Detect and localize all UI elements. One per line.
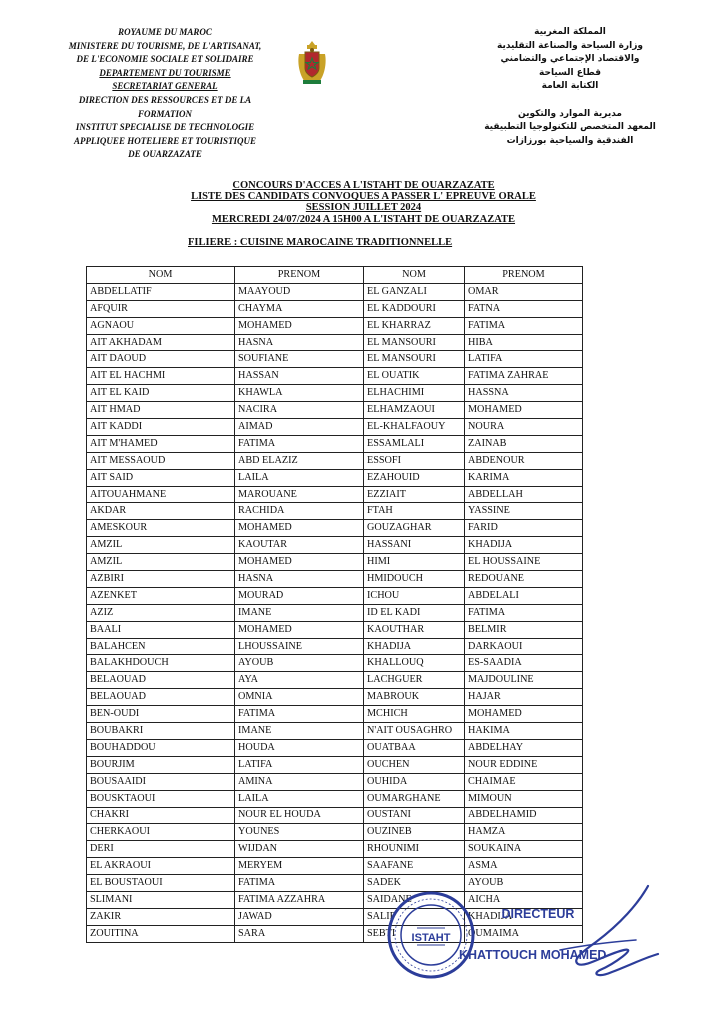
institute-stamp — [386, 890, 476, 980]
header-nom-1: NOM — [87, 267, 235, 284]
cell-prenom-1: WIJDAN — [235, 841, 364, 858]
cell-nom-1: BEN-OUDI — [87, 706, 235, 723]
cell-nom-2: EZAHOUID — [364, 469, 465, 486]
cell-prenom-2: FARID — [465, 520, 583, 537]
cell-prenom-2: LATIFA — [465, 351, 583, 368]
table-row — [87, 858, 583, 875]
cell-prenom-2: KHADIJA — [465, 908, 583, 925]
cell-nom-1: AGNAOU — [87, 317, 235, 334]
cell-nom-2: HIMI — [364, 554, 465, 571]
cell-prenom-2: HAMZA — [465, 824, 583, 841]
table-row — [87, 571, 583, 588]
cell-prenom-2: FATNA — [465, 300, 583, 317]
cell-prenom-2: CHAIMAE — [465, 773, 583, 790]
header-nom-2: NOM — [364, 267, 465, 284]
cell-prenom-1: RACHIDA — [235, 503, 364, 520]
cell-nom-2: EL KHARRAZ — [364, 317, 465, 334]
table-header-row — [87, 267, 583, 284]
cell-prenom-1: HASNA — [235, 571, 364, 588]
title-date: MERCREDI 24/07/2024 A 15H00 A L'ISTAHT DE OUARZAZATE — [211, 213, 516, 225]
cell-prenom-1: HASSAN — [235, 368, 364, 385]
cell-nom-1: BOUSAAIDI — [87, 773, 235, 790]
cell-prenom-2: YASSINE — [465, 503, 583, 520]
table-row — [87, 351, 583, 368]
cell-nom-1: BOUBAKRI — [87, 723, 235, 740]
cell-nom-2: OUMARGHANE — [364, 790, 465, 807]
cell-nom-2: EL GANZALI — [364, 283, 465, 300]
cell-prenom-1: NACIRA — [235, 402, 364, 419]
table-row — [87, 452, 583, 469]
cell-prenom-1: SOUFIANE — [235, 351, 364, 368]
cell-prenom-2: KARIMA — [465, 469, 583, 486]
cell-nom-2: N'AIT OUSAGHRO — [364, 723, 465, 740]
cell-prenom-2: HIBA — [465, 334, 583, 351]
cell-nom-1: BOURJIM — [87, 756, 235, 773]
title-concours: CONCOURS D'ACCES A L'ISTAHT DE OUARZAZATE — [232, 180, 495, 191]
header-right-line-7: المعهد المتخصص للتكنولوجيا التطبيقية — [484, 122, 656, 133]
cell-nom-1: AIT SAID — [87, 469, 235, 486]
cell-prenom-1: KHAWLA — [235, 385, 364, 402]
cell-nom-1: AIT MESSAOUD — [87, 452, 235, 469]
cell-prenom-2: AICHA — [465, 891, 583, 908]
cell-nom-2: EZZIAIT — [364, 486, 465, 503]
cell-prenom-2: ASMA — [465, 858, 583, 875]
document-titles — [0, 180, 727, 225]
table-row — [87, 604, 583, 621]
table-row — [87, 925, 583, 942]
header-left-line-4: SECRETARIAT GENERAL — [112, 81, 218, 92]
cell-prenom-2: OUMAIMA — [465, 925, 583, 942]
cell-nom-1: AIT DAOUD — [87, 351, 235, 368]
cell-nom-1: AZENKET — [87, 587, 235, 604]
cell-nom-1: DERI — [87, 841, 235, 858]
table-row — [87, 334, 583, 351]
table-row — [87, 875, 583, 892]
cell-nom-1: AFQUIR — [87, 300, 235, 317]
cell-nom-1: ZOUITINA — [87, 925, 235, 942]
cell-prenom-1: AMINA — [235, 773, 364, 790]
cell-prenom-2: KHADIJA — [465, 537, 583, 554]
cell-prenom-1: HASNA — [235, 334, 364, 351]
handwritten-signature — [540, 880, 670, 990]
table-row — [87, 435, 583, 452]
cell-nom-2: HMIDOUCH — [364, 571, 465, 588]
header-prenom-1: PRENOM — [235, 267, 364, 284]
cell-prenom-1: MERYEM — [235, 858, 364, 875]
cell-nom-2: EL MANSOURI — [364, 334, 465, 351]
table-row — [87, 891, 583, 908]
cell-nom-2: FTAH — [364, 503, 465, 520]
cell-prenom-1: FATIMA AZZAHRA — [235, 891, 364, 908]
signatory-title: DIRECTEUR — [501, 907, 575, 921]
cell-prenom-1: MOURAD — [235, 587, 364, 604]
header-right-line-0: المملكة المغربية — [534, 27, 606, 37]
table-row — [87, 587, 583, 604]
cell-prenom-2: ABDELHAY — [465, 739, 583, 756]
table-row — [87, 385, 583, 402]
table-row — [87, 773, 583, 790]
header-right-line-4: الكتابة العامة — [541, 81, 599, 92]
cell-nom-2: EL-KHALFAOUY — [364, 419, 465, 436]
cell-nom-1: BALAKHDOUCH — [87, 655, 235, 672]
header-right-line-6: مديرية الموارد والتكوين — [518, 108, 622, 119]
header-right-line-5 — [470, 94, 670, 108]
cell-prenom-1: MOHAMED — [235, 621, 364, 638]
cell-prenom-2: ES-SAADIA — [465, 655, 583, 672]
cell-prenom-1: AYOUB — [235, 655, 364, 672]
table-row — [87, 300, 583, 317]
cell-nom-2: ID EL KADI — [364, 604, 465, 621]
cell-prenom-2: ABDENOUR — [465, 452, 583, 469]
cell-nom-1: AITOUAHMANE — [87, 486, 235, 503]
cell-prenom-2: NOUR EDDINE — [465, 756, 583, 773]
cell-prenom-2: SOUKAINA — [465, 841, 583, 858]
cell-nom-1: BAALI — [87, 621, 235, 638]
cell-prenom-2: EL HOUSSAINE — [465, 554, 583, 571]
cell-nom-2: OUCHEN — [364, 756, 465, 773]
table-row — [87, 672, 583, 689]
header-prenom-2: PRENOM — [465, 267, 583, 284]
cell-nom-2: OUZINEB — [364, 824, 465, 841]
header-right-line-2: والاقتصاد الإجتماعي والتضامني — [500, 54, 640, 65]
cell-nom-2: KHALLOUQ — [364, 655, 465, 672]
cell-nom-1: CHAKRI — [87, 807, 235, 824]
cell-nom-1: AMZIL — [87, 554, 235, 571]
candidates-table — [86, 266, 583, 943]
header-left-line-9: DE OUARZAZATE — [128, 149, 202, 160]
cell-prenom-1: FATIMA — [235, 875, 364, 892]
cell-prenom-1: YOUNES — [235, 824, 364, 841]
cell-prenom-2: ABDELHAMID — [465, 807, 583, 824]
cell-nom-2: OUHIDA — [364, 773, 465, 790]
table-row — [87, 756, 583, 773]
cell-nom-2: HASSANI — [364, 537, 465, 554]
table-row — [87, 419, 583, 436]
cell-nom-1: AZIZ — [87, 604, 235, 621]
cell-prenom-1: FATIMA — [235, 706, 364, 723]
cell-prenom-2: OMAR — [465, 283, 583, 300]
cell-nom-2: ESSAMLALI — [364, 435, 465, 452]
title-liste: LISTE DES CANDIDATS CONVOQUES A PASSER L' EPREUVE ORALE — [191, 191, 536, 203]
cell-prenom-2: ABDELLAH — [465, 486, 583, 503]
cell-nom-2: EL OUATIK — [364, 368, 465, 385]
cell-nom-2: EL MANSOURI — [364, 351, 465, 368]
cell-prenom-2: FATIMA ZAHRAE — [465, 368, 583, 385]
cell-nom-1: EL AKRAOUI — [87, 858, 235, 875]
header-left-line-5: DIRECTION DES RESSOURCES ET DE LA — [78, 94, 252, 105]
header-left-line-3: DEPARTEMENT DU TOURISME — [99, 67, 231, 78]
cell-prenom-1: LAILA — [235, 790, 364, 807]
cell-prenom-2: MIMOUN — [465, 790, 583, 807]
cell-prenom-1: CHAYMA — [235, 300, 364, 317]
table-row — [87, 317, 583, 334]
cell-prenom-1: MAROUANE — [235, 486, 364, 503]
cell-nom-2: MABROUK — [364, 689, 465, 706]
table-row — [87, 706, 583, 723]
cell-nom-1: SLIMANI — [87, 891, 235, 908]
table-row — [87, 841, 583, 858]
cell-nom-1: AIT KADDI — [87, 419, 235, 436]
cell-prenom-2: FATIMA — [465, 604, 583, 621]
cell-prenom-2: BELMIR — [465, 621, 583, 638]
cell-nom-2: LACHGUER — [364, 672, 465, 689]
header-right-line-3: قطاع السياحة — [539, 67, 601, 78]
cell-nom-2: OUSTANI — [364, 807, 465, 824]
cell-prenom-1: AYA — [235, 672, 364, 689]
cell-prenom-1: LHOUSSAINE — [235, 638, 364, 655]
table-row — [87, 368, 583, 385]
cell-nom-2: SALIF — [364, 908, 465, 925]
cell-prenom-2: ABDELALI — [465, 587, 583, 604]
cell-prenom-1: SARA — [235, 925, 364, 942]
cell-prenom-1: OMNIA — [235, 689, 364, 706]
cell-nom-2: GOUZAGHAR — [364, 520, 465, 537]
cell-nom-2: SADEK — [364, 875, 465, 892]
cell-nom-1: CHERKAOUI — [87, 824, 235, 841]
cell-nom-1: AIT AKHADAM — [87, 334, 235, 351]
title-session: SESSION JUILLET 2024 — [305, 202, 422, 214]
cell-nom-1: EL BOUSTAOUI — [87, 875, 235, 892]
header-left-line-2: DE L'ECONOMIE SOCIALE ET SOLIDAIRE — [76, 54, 254, 65]
table-row — [87, 486, 583, 503]
table-row — [87, 537, 583, 554]
cell-nom-1: BOUHADDOU — [87, 739, 235, 756]
cell-prenom-1: MOHAMED — [235, 554, 364, 571]
header-left-line-7: INSTITUT SPECIALISE DE TECHNOLOGIE — [75, 122, 255, 133]
cell-nom-1: AIT EL KAID — [87, 385, 235, 402]
cell-prenom-2: DARKAOUI — [465, 638, 583, 655]
cell-prenom-1: MAAYOUD — [235, 283, 364, 300]
cell-prenom-1: JAWAD — [235, 908, 364, 925]
cell-prenom-2: NOURA — [465, 419, 583, 436]
cell-prenom-1: MOHAMED — [235, 520, 364, 537]
cell-nom-2: MCHICH — [364, 706, 465, 723]
cell-nom-1: BELAOUAD — [87, 689, 235, 706]
table-row — [87, 402, 583, 419]
header-right-line-8: الفندقية والسياحية بورزازات — [506, 135, 634, 146]
cell-prenom-1: ABD ELAZIZ — [235, 452, 364, 469]
header-left — [40, 26, 290, 162]
table-row — [87, 469, 583, 486]
table-row — [87, 739, 583, 756]
cell-nom-2: ICHOU — [364, 587, 465, 604]
cell-prenom-2: FATIMA — [465, 317, 583, 334]
table-row — [87, 503, 583, 520]
cell-nom-1: AKDAR — [87, 503, 235, 520]
signatory-name: KHATTOUCH MOHAMED — [459, 948, 607, 962]
table-row — [87, 790, 583, 807]
cell-prenom-2: REDOUANE — [465, 571, 583, 588]
cell-nom-1: BALAHCEN — [87, 638, 235, 655]
table-row — [87, 807, 583, 824]
cell-nom-1: ZAKIR — [87, 908, 235, 925]
cell-prenom-2: ZAINAB — [465, 435, 583, 452]
cell-prenom-1: FATIMA — [235, 435, 364, 452]
header-right-line-1: وزارة السياحة والصناعة التقليدية — [497, 40, 643, 51]
cell-nom-2: ESSOFI — [364, 452, 465, 469]
cell-nom-2: SAAFANE — [364, 858, 465, 875]
table-row — [87, 824, 583, 841]
cell-nom-1: AMZIL — [87, 537, 235, 554]
cell-prenom-2: HASSNA — [465, 385, 583, 402]
cell-nom-2: KAOUTHAR — [364, 621, 465, 638]
cell-prenom-1: MOHAMED — [235, 317, 364, 334]
table-row — [87, 621, 583, 638]
cell-nom-2: SAIDANE — [364, 891, 465, 908]
stamp-label: ISTAHT — [411, 932, 451, 944]
cell-prenom-1: IMANE — [235, 723, 364, 740]
header-left-line-6: FORMATION — [137, 108, 192, 119]
cell-nom-1: AIT HMAD — [87, 402, 235, 419]
cell-nom-2: OUATBAA — [364, 739, 465, 756]
header-left-line-8: APPLIQUEE HOTELIERE ET TOURISTIQUE — [73, 135, 257, 146]
cell-prenom-1: NOUR EL HOUDA — [235, 807, 364, 824]
cell-nom-2: EL KADDOURI — [364, 300, 465, 317]
table-body — [87, 283, 583, 942]
cell-nom-1: AIT EL HACHMI — [87, 368, 235, 385]
cell-prenom-1: IMANE — [235, 604, 364, 621]
cell-prenom-2: MOHAMED — [465, 402, 583, 419]
table-row — [87, 520, 583, 537]
cell-prenom-2: AYOUB — [465, 875, 583, 892]
cell-nom-1: AZBIRI — [87, 571, 235, 588]
cell-nom-2: ELHACHIMI — [364, 385, 465, 402]
title-filiere: FILIERE : CUISINE MAROCAINE TRADITIONNELLE — [188, 237, 453, 248]
table-row — [87, 689, 583, 706]
cell-prenom-1: LAILA — [235, 469, 364, 486]
cell-nom-1: BOUSKTAOUI — [87, 790, 235, 807]
header-right — [470, 26, 670, 148]
cell-nom-1: BELAOUAD — [87, 672, 235, 689]
cell-prenom-1: HOUDA — [235, 739, 364, 756]
cell-prenom-1: AIMAD — [235, 419, 364, 436]
table-row — [87, 638, 583, 655]
cell-prenom-1: LATIFA — [235, 756, 364, 773]
cell-nom-2: ELHAMZAOUI — [364, 402, 465, 419]
header-left-line-1: MINISTERE DU TOURISME, DE L'ARTISANAT, — [68, 40, 262, 51]
cell-nom-1: ABDELLATIF — [87, 283, 235, 300]
table-row — [87, 723, 583, 740]
cell-prenom-1: KAOUTAR — [235, 537, 364, 554]
cell-nom-1: AIT M'HAMED — [87, 435, 235, 452]
cell-prenom-2: HAJAR — [465, 689, 583, 706]
cell-nom-2: SEBTI — [364, 925, 465, 942]
cell-nom-2: KHADIJA — [364, 638, 465, 655]
cell-prenom-2: MAJDOULINE — [465, 672, 583, 689]
header-left-line-0: ROYAUME DU MAROC — [118, 27, 212, 37]
cell-prenom-2: HAKIMA — [465, 723, 583, 740]
table-row — [87, 283, 583, 300]
table-row — [87, 655, 583, 672]
table-row — [87, 554, 583, 571]
cell-nom-1: AMESKOUR — [87, 520, 235, 537]
cell-prenom-2: MOHAMED — [465, 706, 583, 723]
cell-nom-2: RHOUNIMI — [364, 841, 465, 858]
coat-of-arms-icon — [296, 40, 328, 86]
